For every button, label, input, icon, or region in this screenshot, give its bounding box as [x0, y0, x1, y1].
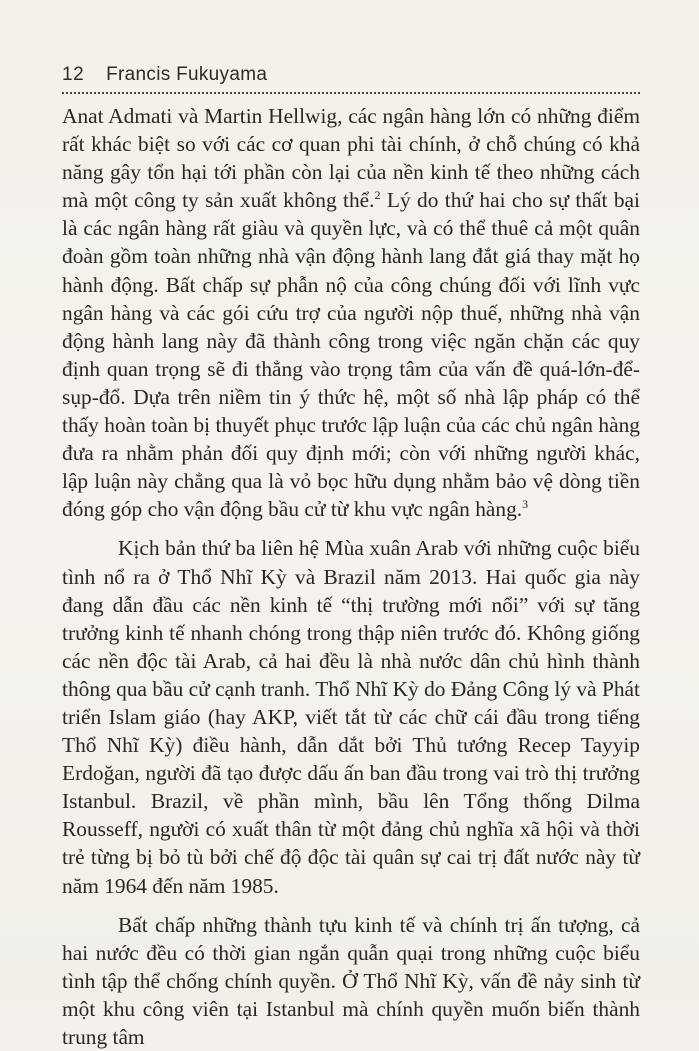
- running-header-author: Francis Fukuyama: [106, 64, 268, 85]
- footnote-ref-3: 3: [522, 497, 529, 512]
- body-text: [62, 102, 640, 1051]
- header-dotted-rule: [62, 92, 640, 94]
- paragraph-1-text-a: Anat Admati và Martin Hellwig, các ngân hàng lớn có những điểm rất khác biệt so với các cơ quan phi tài chính, ở chỗ chúng có khả năng gây tổn hại tới phần còn lại của nền kinh tế theo những cách mà một công ty sản xuất không thể.: [62, 104, 640, 213]
- paragraph-2: Kịch bản thứ ba liên hệ Mùa xuân Arab với những cuộc biểu tình nổ ra ở Thổ Nhĩ Kỳ và Brazil năm 2013. Hai quốc gia này đang dẫn đầu các nền kinh tế “thị trường mới nổi” với sự tăng trưởng kinh tế nhanh chóng trong thập niên trước đó. Không giống các nền độc tài Arab, cả hai đều là nhà nước dân chủ hình thành thông qua bầu cử cạnh tranh. Thổ Nhĩ Kỳ do Đảng Công lý và Phát triển Islam giáo (hay AKP, viết tắt từ các chữ cái đầu trong tiếng Thổ Nhĩ Kỳ) điều hành, dẫn dắt bởi Thủ tướng Recep Tayyip Erdoğan, người đã tạo được dấu ấn ban đầu trong vai trò thị trưởng Istanbul. Brazil, về phần mình, bầu lên Tổng thống Dilma Rousseff, người có xuất thân từ một đảng chủ nghĩa xã hội và thời trẻ từng bị bỏ tù bởi chế độ độc tài quân sự cai trị đất nước này từ năm 1964 đến năm 1985.: [62, 536, 640, 898]
- running-header: [62, 64, 642, 92]
- paragraph-3: Bất chấp những thành tựu kinh tế và chính trị ấn tượng, cả hai nước đều có thời gian ngắn quẫn quại trong những cuộc biểu tình tập thể chống chính quyền. Ở Thổ Nhĩ Kỳ, vấn đề nảy sinh từ một khu công viên tại Istanbul mà chính quyền muốn biến thành trung tâm: [62, 912, 640, 1049]
- page-number: 12: [62, 64, 85, 85]
- footnote-ref-2: 2: [374, 188, 381, 203]
- paragraph-1-text-b: Lý do thứ hai cho sự thất bại là các ngân hàng rất giàu và quyền lực, và có thể thuê cả một quân đoàn gồm toàn những nhà vận động hành lang đắt giá thay mặt họ hành động. Bất chấp sự phẫn nộ của công chúng đối với lĩnh vực ngân hàng và các gói cứu trợ của người nộp thuế, những nhà vận động hành lang này đã thành công trong việc ngăn chặn các quy định quan trọng sẽ đi thẳng vào trọng tâm của vấn đề quá-lớn-để-sụp-đổ. Dựa trên niềm tin ý thức hệ, một số nhà lập pháp có thể thấy hoàn toàn bị thuyết phục trước lập luận của các chủ ngân hàng đưa ra nhằm phản đối quy định mới; còn với những người khác, lập luận này chẳng qua là vỏ bọc hữu dụng nhằm bảo vệ dòng tiền đóng góp cho vận động bầu cử từ khu vực ngân hàng.: [62, 188, 640, 522]
- paragraph-1: [62, 102, 640, 523]
